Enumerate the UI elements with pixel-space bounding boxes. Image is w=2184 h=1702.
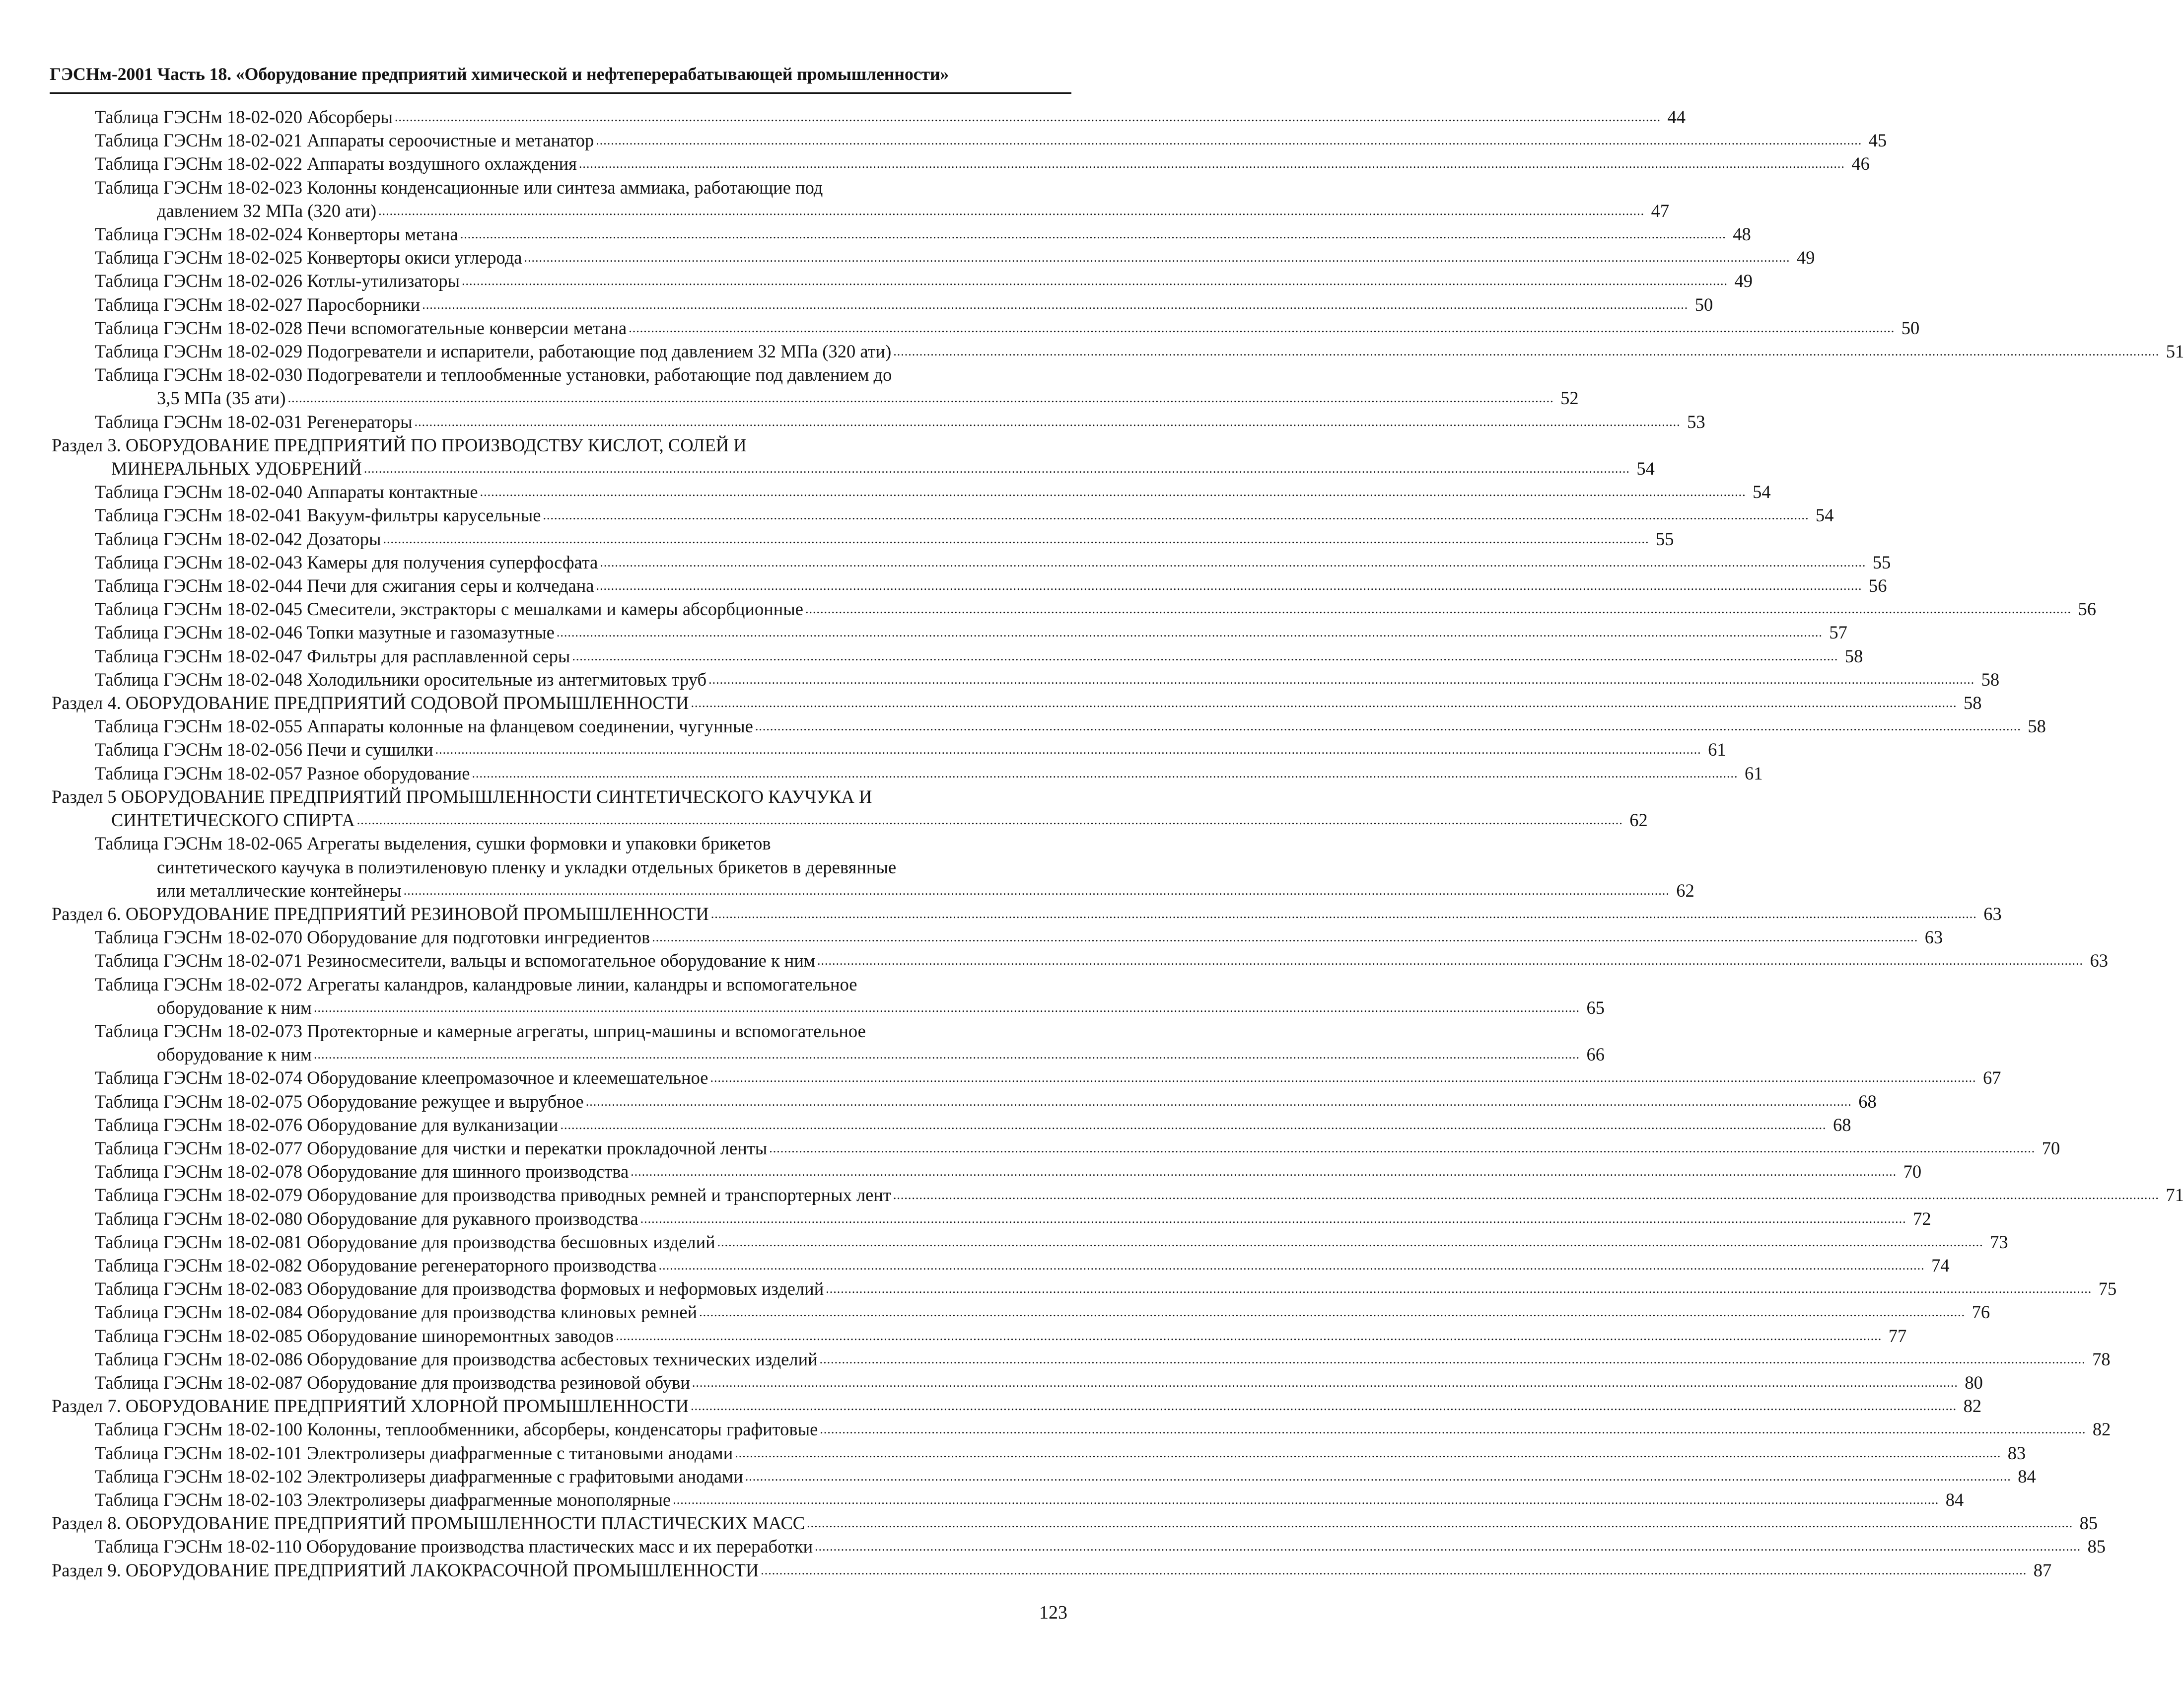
leader-dots [673, 1488, 1939, 1511]
toc-entry[interactable] [0, 199, 1670, 222]
toc-section-heading: Раздел 3. ОБОРУДОВАНИЕ ПРЕДПРИЯТИЙ ПО ПРОИЗВОДСТВУ КИСЛОТ, СОЛЕЙ И [52, 434, 747, 455]
toc-section-entry[interactable] [0, 808, 1648, 832]
toc-section-heading: Раздел 5 ОБОРУДОВАНИЕ ПРЕДПРИЯТИЙ ПРОМЫШЛЕННОСТИ СИНТЕТИЧЕСКОГО КАУЧУКА И [52, 786, 872, 807]
toc-page-number: 78 [2092, 1348, 2111, 1369]
toc-entry[interactable] [0, 527, 1674, 551]
leader-dots [815, 1535, 2081, 1558]
toc-entry-text: Таблица ГЭСНм 18-02-102 Электролизеры диафрагменные с графитовыми анодами [95, 1466, 743, 1487]
leader-dots [572, 644, 1838, 668]
toc-entry-text: Таблица ГЭСНм 18-02-070 Оборудование для подготовки ингредиентов [95, 927, 650, 948]
toc-entry-text: Таблица ГЭСНм 18-02-110 Оборудование производства пластических масс и их переработки [95, 1536, 813, 1557]
toc-page-number: 87 [2033, 1560, 2052, 1580]
toc-entry-text: Таблица ГЭСНм 18-02-075 Оборудование режущее и вырубное [95, 1091, 584, 1112]
toc-page-number: 54 [1753, 482, 1771, 502]
toc-entry-text: Таблица ГЭСНм 18-02-045 Смесители, экстракторы с мешалками и камеры абсорбционные [95, 599, 803, 620]
toc-page-number: 47 [1651, 200, 1670, 221]
leader-dots [659, 1254, 1925, 1277]
toc-entry[interactable] [0, 105, 1686, 129]
toc-entry-text: Таблица ГЭСНм 18-02-086 Оборудование для производства асбестовых технических изделий [95, 1348, 818, 1369]
toc-entry[interactable] [0, 386, 1579, 410]
toc-page-number: 54 [1636, 458, 1655, 479]
leader-dots [652, 925, 1918, 949]
toc-entry-continuation: давлением 32 МПа (320 ати) [157, 200, 377, 221]
toc-entry[interactable] [0, 668, 2000, 691]
toc-page-number: 84 [1945, 1489, 1964, 1510]
leader-dots [600, 551, 1866, 574]
toc-page-number: 80 [1965, 1372, 1983, 1393]
leader-dots [761, 1559, 2027, 1582]
leader-dots [415, 410, 1681, 433]
toc-page-number: 68 [1832, 1114, 1851, 1135]
leader-dots [288, 386, 1554, 410]
toc-entry-text: Таблица ГЭСНм 18-02-030 Подогреватели и теплообменные установки, работающие под давлением до [95, 364, 892, 385]
toc-entry[interactable] [0, 1230, 2008, 1254]
toc-entry[interactable] [0, 1277, 2117, 1300]
toc-entry-text: Таблица ГЭСНм 18-02-041 Вакуум-фильтры карусельные [95, 505, 541, 526]
toc-entry-continuation: оборудование к ним [157, 997, 312, 1018]
table-of-contents [0, 105, 2184, 1582]
leader-dots [629, 316, 1895, 340]
toc-entry-text: Таблица ГЭСНм 18-02-074 Оборудование клеепромазочное и клеемешательное [95, 1067, 708, 1088]
toc-page-number: 44 [1667, 107, 1686, 127]
leader-dots [745, 1465, 2011, 1488]
toc-entry-text: Таблица ГЭСНм 18-02-027 Паросборники [95, 294, 421, 315]
toc-entry-text: Таблица ГЭСНм 18-02-021 Аппараты сероочистные и метанатор [95, 130, 594, 151]
running-header: ГЭСНм-2001 Часть 18. «Оборудование предприятий химической и нефтеперерабатывающей промышленности» [50, 64, 949, 84]
leader-dots [364, 457, 1630, 480]
toc-entry-text: Таблица ГЭСНм 18-02-073 Протекторные и камерные агрегаты, шприц-машины и вспомогательное [95, 1020, 866, 1041]
leader-dots [596, 129, 1862, 152]
toc-page-number: 50 [1694, 294, 1713, 315]
toc-page-number: 58 [1963, 693, 1982, 713]
toc-entry[interactable] [0, 480, 1771, 503]
toc-entry-text: Таблица ГЭСНм 18-02-028 Печи вспомогательные конверсии метана [95, 317, 627, 338]
toc-entry-text: Таблица ГЭСНм 18-02-079 Оборудование для производства приводных ремней и транспортерных лент [95, 1185, 891, 1206]
toc-entry-text: Таблица ГЭСНм 18-02-048 Холодильники оросительные из антегмитовых труб [95, 669, 707, 690]
toc-page-number: 82 [1963, 1396, 1982, 1417]
toc-entry[interactable] [0, 269, 1753, 292]
toc-section-heading: Раздел 8. ОБОРУДОВАНИЕ ПРЕДПРИЯТИЙ ПРОМЫШЛЕННОСТИ ПЛАСТИЧЕСКИХ МАСС [52, 1513, 805, 1534]
toc-entry-text: Таблица ГЭСНм 18-02-085 Оборудование шиноремонтных заводов [95, 1325, 614, 1346]
toc-entry[interactable] [0, 316, 1920, 340]
toc-page-number: 56 [2078, 599, 2096, 620]
toc-entry[interactable] [0, 1441, 2026, 1465]
toc-entry-text: Таблица ГЭСНм 18-02-065 Агрегаты выделения, сушки формовки и упаковки брикетов [95, 833, 771, 854]
toc-entry-text: Таблица ГЭСНм 18-02-083 Оборудование для производства формовых и неформовых изделий [95, 1278, 824, 1299]
page-number: 123 [1039, 1602, 1067, 1623]
toc-section-entry[interactable] [0, 902, 2002, 925]
toc-page-number: 58 [1981, 669, 2000, 690]
leader-dots [711, 902, 1977, 925]
toc-entry-text: Таблица ГЭСНм 18-02-046 Топки мазутные и газомазутные [95, 622, 555, 643]
toc-entry-text: Таблица ГЭСНм 18-02-042 Дозаторы [95, 528, 381, 549]
leader-dots [579, 152, 1845, 175]
leader-dots [383, 527, 1649, 551]
toc-section-heading: Раздел 6. ОБОРУДОВАНИЕ ПРЕДПРИЯТИЙ РЕЗИНОВОЙ ПРОМЫШЛЕННОСТИ [52, 903, 709, 924]
toc-entry-text: Таблица ГЭСНм 18-02-055 Аппараты колонные на фланцевом соединении, чугунные [95, 716, 753, 737]
toc-section-entry[interactable] [0, 1394, 1982, 1418]
toc-entry-text: Таблица ГЭСНм 18-02-100 Колонны, теплообменники, абсорберы, конденсаторы графитовые [95, 1419, 818, 1440]
toc-section-entry[interactable] [0, 457, 1655, 480]
toc-page-number: 70 [2042, 1137, 2060, 1158]
leader-dots [395, 105, 1661, 129]
leader-dots [691, 691, 1957, 714]
toc-page-number: 65 [1586, 997, 1605, 1018]
leader-dots [769, 1136, 2035, 1160]
toc-page-number: 57 [1829, 622, 1847, 643]
toc-entry-text: Таблица ГЭСНм 18-02-077 Оборудование для чистки и перекатки прокладочной ленты [95, 1137, 768, 1158]
leader-dots [472, 762, 1738, 785]
toc-entry-text: Таблица ГЭСНм 18-02-026 Котлы-утилизаторы [95, 271, 460, 291]
toc-entry[interactable] [0, 574, 1887, 597]
toc-page-number: 52 [1560, 388, 1579, 409]
leader-dots [692, 1371, 1958, 1394]
header-rule [50, 92, 1071, 94]
toc-page-number: 71 [2166, 1185, 2184, 1206]
leader-dots [524, 246, 1790, 269]
toc-page-number: 58 [1844, 645, 1863, 666]
toc-entry[interactable] [0, 410, 1705, 433]
toc-entry[interactable] [0, 1207, 1931, 1230]
toc-entry[interactable] [0, 1043, 1605, 1066]
toc-section-continuation: СИНТЕТИЧЕСКОГО СПИРТА [111, 810, 355, 831]
toc-entry[interactable] [0, 1324, 1907, 1347]
toc-entry[interactable] [0, 1090, 1877, 1113]
toc-page-number: 67 [1983, 1067, 2001, 1088]
toc-section-entry[interactable] [0, 691, 1982, 714]
toc-entry-text: Таблица ГЭСНм 18-02-025 Конверторы окиси углерода [95, 247, 522, 268]
toc-page-number: 49 [1734, 271, 1753, 291]
toc-page-number: 83 [2007, 1442, 2026, 1463]
toc-entry[interactable] [0, 222, 1751, 246]
toc-entry[interactable] [0, 738, 1726, 761]
toc-entry[interactable] [0, 1254, 1950, 1277]
toc-entry[interactable] [0, 996, 1605, 1019]
toc-entry[interactable] [0, 1465, 2036, 1488]
leader-dots [699, 1300, 1965, 1324]
toc-page-number: 56 [1868, 575, 1887, 596]
toc-entry-text: Таблица ГЭСНм 18-02-022 Аппараты воздушного охлаждения [95, 153, 577, 174]
toc-entry-text: Таблица ГЭСНм 18-02-071 Резиносмесители, вальцы и вспомогательное оборудование к ним [95, 950, 815, 971]
toc-section-heading: Раздел 4. ОБОРУДОВАНИЕ ПРЕДПРИЯТИЙ СОДОВОЙ ПРОМЫШЛЕННОСТИ [52, 693, 689, 713]
toc-section-heading: Раздел 7. ОБОРУДОВАНИЕ ПРЕДПРИЯТИЙ ХЛОРНОЙ ПРОМЫШЛЕННОСТИ [52, 1396, 689, 1417]
leader-dots [422, 293, 1688, 316]
toc-page-number: 51 [2166, 341, 2184, 362]
toc-entry[interactable] [0, 1347, 2111, 1371]
toc-entry-text: Таблица ГЭСНм 18-02-080 Оборудование для рукавного производства [95, 1208, 638, 1229]
toc-entry-continuation: синтетического каучука в полиэтиленовую пленку и укладки отдельных брикетов в деревянные [157, 856, 897, 877]
toc-entry-text: Таблица ГЭСНм 18-02-029 Подогреватели и испарители, работающие под давлением 32 МПа (320 ати) [95, 341, 892, 362]
toc-page-number: 61 [1744, 763, 1763, 783]
toc-entry[interactable] [0, 1113, 1851, 1136]
toc-entry-text: Таблица ГЭСНм 18-02-044 Печи для сжигания серы и колчедана [95, 575, 594, 596]
leader-dots [708, 668, 1974, 691]
leader-dots [755, 714, 2021, 738]
toc-entry[interactable] [0, 129, 1887, 152]
leader-dots [820, 1347, 2086, 1371]
toc-page-number: 63 [1983, 903, 2002, 924]
toc-page-number: 73 [1990, 1231, 2008, 1252]
toc-entry-text: Таблица ГЭСНм 18-02-023 Колонны конденсационные или синтеза аммиака, работающие под [95, 177, 823, 198]
toc-section-entry[interactable] [0, 1511, 2098, 1535]
toc-entry-text: Таблица ГЭСНм 18-02-072 Агрегаты каландров, каландровые линии, каландры и вспомогательное [95, 974, 857, 994]
toc-entry[interactable] [0, 644, 1863, 668]
toc-page-number: 74 [1931, 1255, 1950, 1276]
toc-entry[interactable] [0, 925, 1943, 949]
toc-page-number: 48 [1733, 224, 1751, 245]
leader-dots [893, 340, 2159, 363]
toc-page-number: 55 [1872, 552, 1891, 572]
toc-page-number: 62 [1629, 810, 1648, 831]
leader-dots [807, 1511, 2073, 1535]
toc-entry-text: Таблица ГЭСНм 18-02-087 Оборудование для производства резиновой обуви [95, 1372, 690, 1393]
toc-entry-text: Таблица ГЭСНм 18-02-076 Оборудование для вулканизации [95, 1114, 559, 1135]
toc-page-number: 70 [1903, 1161, 1922, 1182]
toc-entry-text: Таблица ГЭСНм 18-02-043 Камеры для получения суперфосфата [95, 552, 598, 572]
toc-page-number: 77 [1888, 1325, 1907, 1346]
toc-page-number: 45 [1868, 130, 1887, 151]
leader-dots [462, 269, 1728, 292]
toc-entry-text: Таблица ГЭСНм 18-02-103 Электролизеры диафрагменные монополярные [95, 1489, 671, 1510]
toc-entry-text: Таблица ГЭСНм 18-02-084 Оборудование для производства клиновых ремней [95, 1302, 698, 1323]
toc-page-number: 54 [1816, 505, 1834, 526]
toc-entry[interactable] [0, 597, 2096, 621]
toc-page-number: 82 [2092, 1419, 2111, 1440]
toc-page-number: 85 [2079, 1513, 2098, 1534]
toc-entry-text: Таблица ГЭСНм 18-02-047 Фильтры для расплавленной серы [95, 645, 570, 666]
toc-entry[interactable] [0, 1371, 1983, 1394]
toc-page-number: 84 [2018, 1466, 2036, 1487]
leader-dots [710, 1066, 1976, 1089]
toc-entry-text: Таблица ГЭСНм 18-02-057 Разное оборудование [95, 763, 470, 783]
toc-page-number: 63 [2090, 950, 2108, 971]
toc-entry-text: Таблица ГЭСНм 18-02-082 Оборудование регенераторного производства [95, 1255, 657, 1276]
toc-entry[interactable] [0, 1183, 2184, 1206]
toc-section-heading: Раздел 9. ОБОРУДОВАНИЕ ПРЕДПРИЯТИЙ ЛАКОКРАСОЧНОЙ ПРОМЫШЛЕННОСТИ [52, 1560, 759, 1580]
toc-entry-text: Таблица ГЭСНм 18-02-056 Печи и сушилки [95, 739, 433, 760]
toc-entry[interactable] [0, 1160, 1922, 1183]
toc-page-number: 62 [1676, 880, 1694, 901]
leader-dots [543, 503, 1809, 527]
toc-entry-continuation: 3,5 МПа (35 ати) [157, 388, 286, 409]
toc-page-number: 46 [1851, 153, 1870, 174]
leader-dots [314, 1043, 1580, 1066]
toc-page-number: 66 [1586, 1044, 1605, 1065]
leader-dots [820, 1418, 2086, 1441]
leader-dots [314, 996, 1580, 1019]
leader-dots [460, 222, 1726, 246]
toc-entry[interactable] [0, 714, 2046, 738]
toc-entry[interactable] [0, 1136, 2060, 1160]
toc-entry-text: Таблица ГЭСНм 18-02-020 Абсорберы [95, 107, 393, 127]
leader-dots [586, 1090, 1852, 1113]
toc-entry-text: Таблица ГЭСНм 18-02-040 Аппараты контактные [95, 482, 478, 502]
toc-page-number: 58 [2028, 716, 2046, 737]
leader-dots [435, 738, 1701, 761]
toc-section-entry[interactable] [0, 1559, 2052, 1582]
toc-section-continuation: МИНЕРАЛЬНЫХ УДОБРЕНИЙ [111, 458, 362, 479]
toc-page-number: 68 [1858, 1091, 1877, 1112]
leader-dots [378, 199, 1644, 222]
toc-entry[interactable] [0, 152, 1870, 175]
toc-entry[interactable] [0, 551, 1891, 574]
toc-entry-continuation: или металлические контейнеры [157, 880, 402, 901]
leader-dots [480, 480, 1746, 503]
toc-page-number: 76 [1972, 1302, 1990, 1323]
toc-page-number: 55 [1655, 528, 1674, 549]
toc-entry[interactable] [0, 879, 1694, 902]
leader-dots [596, 574, 1862, 597]
toc-entry-text: Таблица ГЭСНм 18-02-024 Конверторы метана [95, 224, 458, 245]
leader-dots [404, 879, 1670, 902]
toc-entry[interactable] [0, 293, 1713, 316]
toc-page-number: 50 [1901, 317, 1920, 338]
toc-page-number: 49 [1796, 247, 1815, 268]
toc-page-number: 72 [1913, 1208, 1931, 1229]
toc-entry[interactable] [0, 1066, 2001, 1089]
leader-dots [717, 1230, 1983, 1254]
toc-entry-text: Таблица ГЭСНм 18-02-031 Регенераторы [95, 411, 413, 432]
toc-page-number: 63 [1924, 927, 1943, 948]
leader-dots [616, 1324, 1882, 1347]
toc-entry[interactable] [0, 246, 1815, 269]
toc-entry[interactable] [0, 621, 1847, 644]
leader-dots [631, 1160, 1897, 1183]
toc-entry[interactable] [0, 1535, 2106, 1558]
leader-dots [560, 1113, 1826, 1136]
toc-entry-continuation: оборудование к ним [157, 1044, 312, 1065]
toc-page-number: 61 [1708, 739, 1726, 760]
toc-entry[interactable] [0, 1300, 1990, 1324]
toc-entry[interactable] [0, 762, 1763, 785]
leader-dots [805, 597, 2071, 621]
toc-page-number: 75 [2098, 1278, 2117, 1299]
toc-page-number: 85 [2087, 1536, 2106, 1557]
leader-dots [557, 621, 1823, 644]
toc-entry[interactable] [0, 1418, 2111, 1441]
toc-entry[interactable] [0, 1488, 1964, 1511]
toc-entry-text: Таблица ГЭСНм 18-02-078 Оборудование для шинного производства [95, 1161, 629, 1182]
toc-entry[interactable] [0, 340, 2184, 363]
leader-dots [817, 949, 2083, 972]
toc-entry-text: Таблица ГЭСНм 18-02-081 Оборудование для производства бесшовных изделий [95, 1231, 715, 1252]
toc-page-number: 53 [1687, 411, 1705, 432]
leader-dots [893, 1183, 2159, 1206]
leader-dots [357, 808, 1623, 832]
toc-entry[interactable] [0, 503, 1834, 527]
toc-entry[interactable] [0, 949, 2108, 972]
leader-dots [640, 1207, 1906, 1230]
leader-dots [735, 1441, 2001, 1465]
leader-dots [691, 1394, 1957, 1418]
toc-entry-text: Таблица ГЭСНм 18-02-101 Электролизеры диафрагменные с титановыми анодами [95, 1442, 733, 1463]
leader-dots [826, 1277, 2092, 1300]
